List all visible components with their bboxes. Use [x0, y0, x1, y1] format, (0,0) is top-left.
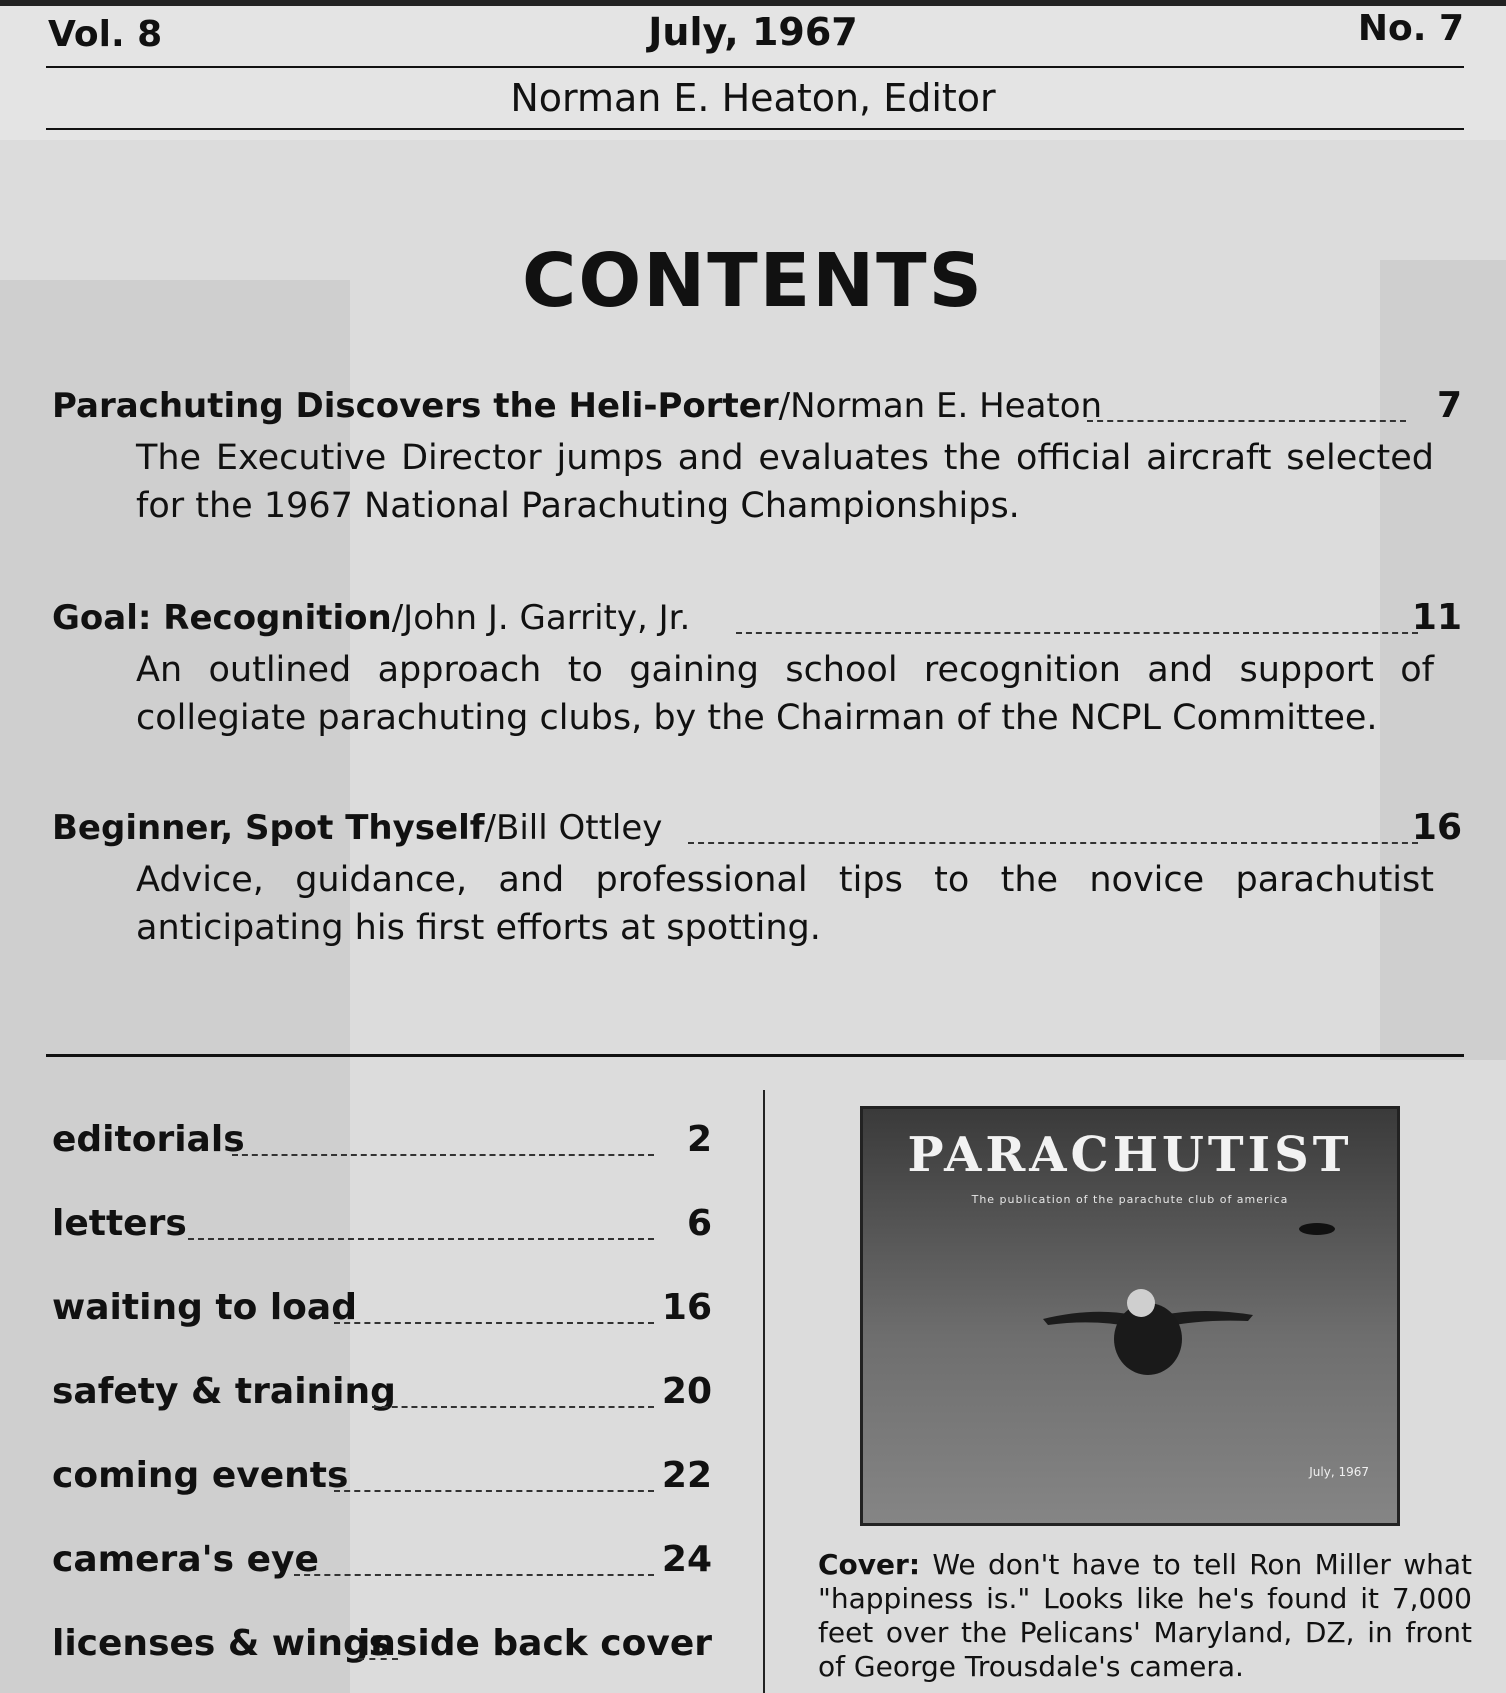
article-entry[interactable] [52, 384, 1462, 530]
cover-date: July, 1967 [1309, 1465, 1369, 1479]
article-title: Beginner, Spot Thyself/Bill Ottley [52, 808, 663, 848]
article-page-number: 7 [1436, 385, 1462, 426]
dot-leader [736, 632, 1418, 634]
department-label: safety & training [52, 1371, 396, 1412]
volume-label: Vol. 8 [48, 14, 163, 55]
masthead [0, 0, 1506, 140]
department-label: letters [52, 1203, 187, 1244]
article-author: /Norman E. Heaton [778, 386, 1103, 426]
article-page-number: 11 [1411, 597, 1462, 638]
department-page-number: 24 [661, 1539, 712, 1580]
department-page-number: 16 [661, 1287, 712, 1328]
article-entry[interactable] [52, 806, 1462, 952]
dot-leader [372, 1406, 654, 1408]
department-page-number: 22 [661, 1455, 712, 1496]
skydiver-figure [1033, 1269, 1263, 1389]
dot-leader [188, 1238, 654, 1240]
department-entry[interactable] [52, 1362, 712, 1422]
article-title-line [52, 596, 1462, 646]
article-author: /Bill Ottley [484, 808, 663, 848]
editor-credit: Norman E. Heaton, Editor [510, 76, 996, 120]
article-title: Parachuting Discovers the Heli-Porter/Norman E. Heaton [52, 386, 1103, 426]
article-entry[interactable] [52, 596, 1462, 742]
dot-leader [232, 1154, 654, 1156]
dot-leader [334, 1322, 654, 1324]
department-label: waiting to load [52, 1287, 357, 1328]
article-title-line [52, 384, 1462, 434]
caption-label: Cover: [818, 1548, 921, 1581]
department-label: licenses & wings [52, 1623, 391, 1664]
article-title: Goal: Recognition/John J. Garrity, Jr. [52, 598, 691, 638]
top-rule [0, 0, 1506, 6]
department-label: editorials [52, 1119, 245, 1160]
article-title-line [52, 806, 1462, 856]
dot-leader [294, 1574, 654, 1576]
department-page-number: 20 [661, 1371, 712, 1412]
article-description: Advice, guidance, and professional tips to the novice parachutist anticipating his first efforts at spotting. [136, 860, 1434, 948]
department-entry[interactable] [52, 1278, 712, 1338]
contents-heading: CONTENTS [522, 238, 984, 324]
department-entry[interactable] [52, 1446, 712, 1506]
department-page-number: 6 [686, 1203, 712, 1244]
department-page-number: inside back cover [357, 1623, 712, 1664]
department-label: camera's eye [52, 1539, 319, 1580]
department-entry[interactable] [52, 1194, 712, 1254]
masthead-rule-top [46, 66, 1464, 68]
department-page-number: 2 [686, 1119, 712, 1160]
article-description: The Executive Director jumps and evaluates the official aircraft selected for the 1967 National Parachuting Championships. [136, 438, 1434, 526]
issue-date: July, 1967 [648, 10, 858, 54]
dot-leader [688, 842, 1418, 844]
department-label: coming events [52, 1455, 349, 1496]
article-page-number: 16 [1411, 807, 1462, 848]
section-divider [46, 1054, 1464, 1057]
cover-caption [818, 1548, 1472, 1684]
cover-subtitle: The publication of the parachute club of america [971, 1193, 1289, 1206]
caption-text: We don't have to tell Ron Miller what "happiness is." Looks like he's found it 7,000 feet over the Pelicans' Maryland, DZ, in front of George Trousdale's camera. [818, 1548, 1472, 1683]
department-entry[interactable] [52, 1614, 712, 1674]
article-author: /John J. Garrity, Jr. [391, 598, 691, 638]
cover-image [860, 1106, 1400, 1526]
masthead-rule-bottom [46, 128, 1464, 130]
cover-masthead: PARACHUTIST [907, 1127, 1353, 1183]
article-description: An outlined approach to gaining school recognition and support of collegiate parachuting clubs, by the Chairman of the NCPL Committee. [136, 650, 1434, 738]
dot-leader [1087, 420, 1406, 422]
dot-leader [334, 1490, 654, 1492]
department-entry[interactable] [52, 1110, 712, 1170]
department-entry[interactable] [52, 1530, 712, 1590]
issue-number: No. 7 [1357, 8, 1464, 49]
distant-jumper-figure [1297, 1219, 1337, 1239]
column-divider [763, 1090, 765, 1693]
